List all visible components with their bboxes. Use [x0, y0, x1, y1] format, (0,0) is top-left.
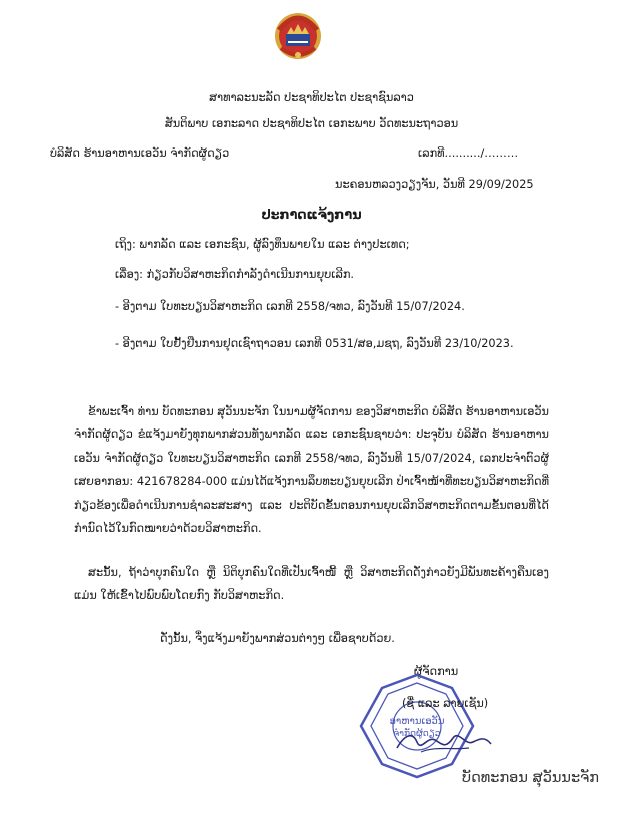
stamp-line-1: ອາຫານເອວັນ [389, 716, 445, 727]
body-paragraph-1: ຂ້າພະເຈົ້າ ທ່ານ ບັດທະກອນ ສຸວັນນະຈັກ ໃນນາມຜູ້ຈັດການ ຂອງວິສາຫະກິດ ບໍລິສັດ ຮ້ານອາຫານເອວັນ ຈຳກັດຜູ້ດຽວ ຂໍແຈ້ງມາຍັງທຸກພາກສ່ວນທັງພາກລັດ ແລະ ເອກະຊົນຊາບວ່າ: ປະຈຸບັນ ບໍລິສັດ ຮ້ານອາຫານເອວັນ ຈຳກັດຜູ້ດຽວ ໃບທະບຽນວິສາຫະກິດ ເລກທີ 2558/ຈທວ, ລົງວັນທີ 15/07/2024, ເລກປະຈຳຕົວຜູ້ເສຍອາກອນ: 421678284-000 ແມ່ນໄດ້ແຈ້ງການລຶບທະບຽນຍຸບເລີກ ປ່າເຈົ້າໜ້າທີ່ທະບຽນວິສາຫະກິດທີ່ກ່ຽວຂ້ອງເພື່ອດຳເນີນການຊຳລະສະສາງ ແລະ ປະຕິບັດຂັ້ນຕອນການຍຸບເລີກວິສາຫະກິດຕາມຂັ້ນຕອນທີ່ໄດ້ກຳນົດໄວ້ໃນກົດໝາຍວ່າດ້ວຍວິສາຫະກິດ. [74, 405, 549, 536]
place-date: ນະຄອນຫລວງວຽງຈັນ, ວັນທີ 29/09/2025 [335, 178, 534, 191]
body-paragraph-2: ສະນັ້ນ, ຖ້າວ່າບຸກຄົນໃດ ຫຼື ນິຕິບຸກຄົນໃດທີ່ເປັນເຈົ້າໜີ້ ຫຼື ວິສາຫະກິດດັ່ງກ່າວຍັງມີພັນທະຄ້າງຄືນເອງແມ່ນ ໃຫ້ເຂົ້າໄປພົບພົບໂດຍກົງ ກັບວິສາຫະກິດ. [74, 566, 549, 603]
signatory-role: ຜູ້ຈັດການ [414, 665, 459, 678]
company-name: ບໍລິສັດ ຮ້ານອາຫານເອວັນ ຈຳກັດຜູ້ດຽວ [50, 147, 230, 160]
reference-number: ເລກທີ........../……… [418, 147, 519, 160]
stamp-line-2: ຈຳກັດຜູ້ດຽວ [393, 729, 441, 739]
country-heading: ສາທາລະນະລັດ ປະຊາທິປະໄຕ ປະຊາຊົນລາວ [209, 91, 414, 104]
handwritten-signature [391, 728, 495, 756]
signatory-name: ບັດທະກອນ ສຸວັນນະຈັກ [462, 770, 599, 786]
name-and-signature-label: (ຊື່ ແລະ ລາຍເຊັນ) [402, 697, 489, 710]
document-title: ປະກາດແຈ້ງການ [261, 208, 362, 223]
official-stamp [355, 672, 479, 780]
national-emblem-icon [273, 10, 323, 62]
reference-line-1: - ອີງຕາມ ໃບທະບຽນວິສາຫະກິດ ເລກທີ 2558/ຈທວ, ລົງວັນທີ 15/07/2024. [115, 300, 465, 313]
motto-heading: ສັນຕິພາບ ເອກະລາດ ປະຊາທິປະໄຕ ເອກະພາບ ວັດທະນະຖາວອນ [164, 117, 459, 130]
recipient-line: ເຖິງ: ພາກລັດ ແລະ ເອກະຊົນ, ຜູ້ລົງທຶນພາຍໃນ ແລະ ຕ່າງປະເທດ; [115, 238, 410, 251]
closing-line: ດັ່ງນັ້ນ, ຈຶ່ງແຈ້ງມາຍັງພາກສ່ວນຕ່າງໆ ເພື່ອຊາບດ້ວຍ. [160, 632, 395, 645]
subject-line: ເລື່ອງ: ກ່ຽວກັບວິສາຫະກິດກຳລັງດຳເນີນການຍຸບເລີກ. [115, 268, 355, 281]
reference-line-2: - ອີງຕາມ ໃບຢັ້ງຢືນການຢຸດເຊົາຖາວອນ ເລກທີ 0531/ສອ,ມຊຖ, ລົງວັນທີ 23/10/2023. [115, 337, 514, 350]
